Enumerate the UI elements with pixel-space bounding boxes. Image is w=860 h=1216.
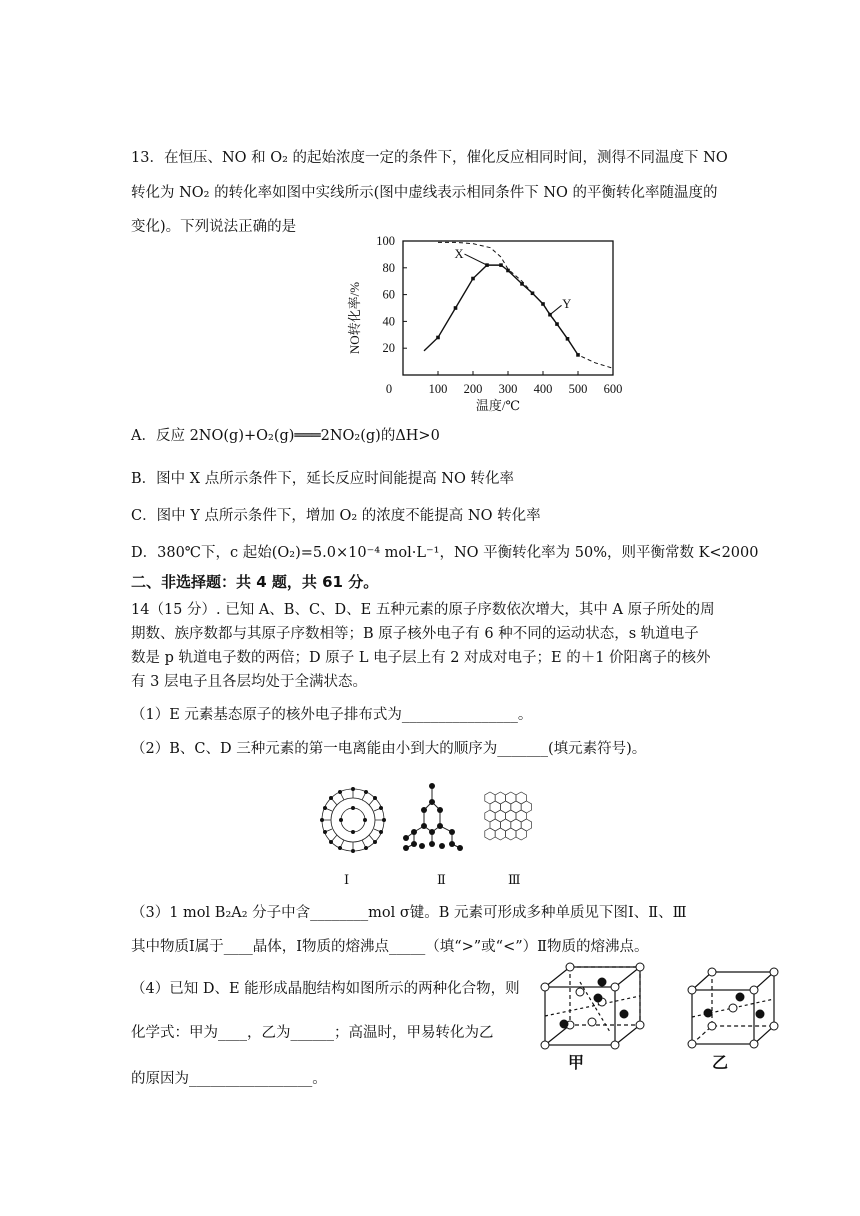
annotation-y: Y bbox=[562, 297, 572, 311]
data-point bbox=[436, 336, 440, 340]
data-point bbox=[499, 263, 503, 267]
allotrope-figures bbox=[310, 780, 550, 860]
q14-line-3: 数是 p 轨道电子数的两倍；D 原子 L 电子层上有 2 对成对电子；E 的＋1 价阳离子的核外 bbox=[131, 650, 711, 666]
x-axis-label: 温度/℃ bbox=[475, 398, 521, 412]
cell-label-jia: 甲 bbox=[568, 1053, 585, 1072]
q14-part-1: （1）E 元素基态原子的核外电子排布式为________________。 bbox=[131, 707, 533, 723]
data-point bbox=[471, 277, 475, 281]
measured-curve bbox=[424, 265, 578, 355]
data-point bbox=[506, 269, 510, 273]
q14-part-4-line-1: （4）已知 D、E 能形成晶胞结构如图所示的两种化合物，则 bbox=[131, 981, 520, 997]
y-tick-label: 80 bbox=[382, 260, 395, 275]
annotation-x: X bbox=[454, 247, 464, 262]
option-c: C．图中 Y 点所示条件下，增加 O₂ 的浓度不能提高 NO 转化率 bbox=[131, 508, 541, 524]
annotation-x-leader bbox=[465, 254, 488, 265]
graphite-hexagon bbox=[485, 828, 495, 840]
option-d: D．380℃下，c 起始(O₂)=5.0×10⁻⁴ mol·L⁻¹，NO 平衡转化率为 50%，则平衡常数 K<2000 bbox=[131, 545, 759, 561]
figure-label-2: Ⅱ bbox=[437, 873, 446, 888]
q14-part-2: （2）B、C、D 三种元素的第一电离能由小到大的顺序为_______(填元素符号)。 bbox=[131, 741, 647, 757]
data-point bbox=[454, 306, 458, 310]
q14-line-2: 期数、族序数都与其原子序数相等；B 原子核外电子有 6 种不同的运动状态，s 轨道电子 bbox=[131, 626, 699, 642]
x-tick-label: 100 bbox=[428, 382, 448, 396]
graphite-figure bbox=[485, 792, 532, 840]
graphite-hexagon bbox=[495, 828, 505, 840]
graphite-hexagon bbox=[516, 828, 526, 840]
q14-part-4-line-2: 化学式：甲为____，乙为______；高温时，甲易转化为乙 bbox=[131, 1025, 494, 1041]
annotation-y-leader bbox=[550, 305, 562, 314]
option-a: A．反应 2NO(g)+O₂(g)═══2NO₂(g)的ΔH>0 bbox=[131, 428, 440, 444]
section-2-title: 二、非选择题：共 4 题，共 61 分。 bbox=[131, 573, 379, 591]
conversion-chart bbox=[345, 232, 635, 412]
figure-label-3: Ⅲ bbox=[508, 873, 521, 888]
graphite-hexagon bbox=[506, 828, 516, 840]
y-tick-label: 20 bbox=[382, 341, 395, 356]
diamond-atoms bbox=[403, 783, 463, 851]
q13-line-3: 变化)。下列说法正确的是 bbox=[131, 219, 297, 235]
diamond-figure bbox=[406, 786, 460, 848]
option-b: B．图中 X 点所示条件下，延长反应时间能提高 NO 转化率 bbox=[131, 471, 514, 487]
x-tick-label: 0 bbox=[385, 382, 393, 396]
q13-line-1: 13．在恒压、NO 和 O₂ 的起始浓度一定的条件下，催化反应相同时间，测得不同温度下 NO bbox=[131, 150, 728, 166]
q14-part-3-line-1: （3）1 mol B₂A₂ 分子中含________mol σ键。B 元素可形成多种单质见下图Ⅰ、Ⅱ、Ⅲ bbox=[131, 905, 687, 921]
x-tick-label: 500 bbox=[568, 382, 588, 396]
x-tick-label: 400 bbox=[533, 382, 553, 396]
y-tick-label: 60 bbox=[382, 287, 395, 302]
y-tick-label: 100 bbox=[376, 234, 395, 248]
y-tick-label: 40 bbox=[382, 314, 395, 329]
x-tick-label: 600 bbox=[603, 382, 623, 396]
plot-frame bbox=[403, 241, 613, 375]
x-tick-label: 300 bbox=[498, 382, 518, 396]
cell-label-yi: 乙 bbox=[712, 1053, 729, 1072]
q14-part-4-line-3: 的原因为_________________。 bbox=[131, 1071, 327, 1087]
q14-line-1: 14（15 分）. 已知 A、B、C、D、E 五种元素的原子序数依次增大，其中 A 原子所处的周 bbox=[131, 602, 715, 618]
q13-line-2: 转化为 NO₂ 的转化率如图中实线所示(图中虚线表示相同条件下 NO 的平衡转化率随温度的 bbox=[131, 185, 718, 201]
x-tick-label: 200 bbox=[463, 382, 483, 396]
equilibrium-curve bbox=[438, 242, 613, 368]
y-axis-label: NO转化率/% bbox=[347, 281, 362, 355]
unit-cell-jia bbox=[545, 967, 640, 1045]
figure-label-1: Ⅰ bbox=[344, 873, 350, 888]
q14-part-3-line-2: 其中物质Ⅰ属于____晶体，Ⅰ物质的熔沸点_____（填“>”或“<”）Ⅱ物质的熔沸点。 bbox=[131, 939, 649, 955]
q14-line-4: 有 3 层电子且各层均处于全满状态。 bbox=[131, 674, 367, 690]
